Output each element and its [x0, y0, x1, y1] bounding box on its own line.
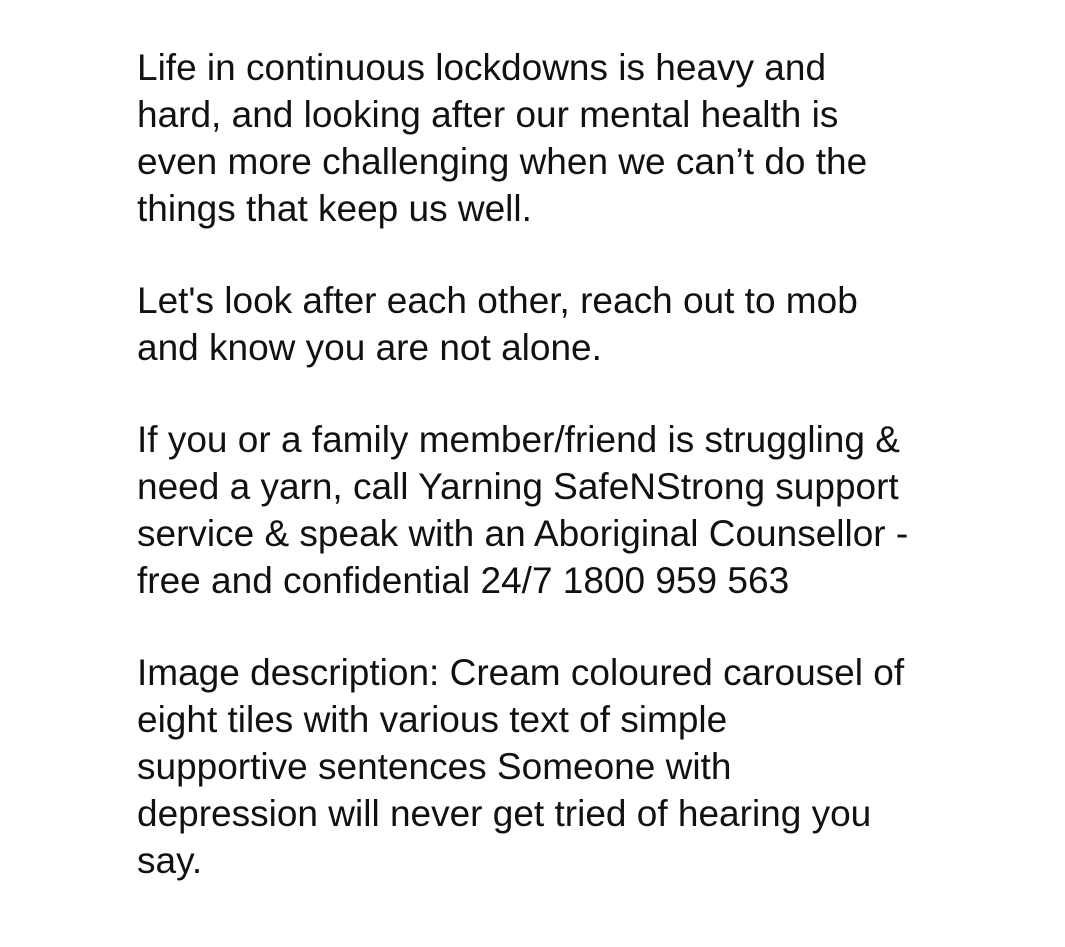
caption-paragraph-look-after: Let's look after each other, reach out to mob and know you are not alone. — [137, 280, 858, 368]
caption-paragraph-lockdown: Life in continuous lockdowns is heavy and hard, and looking after our mental health is even more challenging when we can’t do the things that keep us well. — [137, 47, 868, 229]
post-caption — [137, 44, 1047, 884]
caption-paragraph-image-description: Image description: Cream coloured carousel of eight tiles with various text of simple supportive sentences Someone with depression will never get tried of hearing you say. — [137, 652, 905, 881]
caption-paragraph-support-service: If you or a family member/friend is struggling & need a yarn, call Yarning SafeNStrong support service & speak with an Aboriginal Counsellor - free and confidential 24/7 1800 959 563 — [137, 419, 909, 601]
